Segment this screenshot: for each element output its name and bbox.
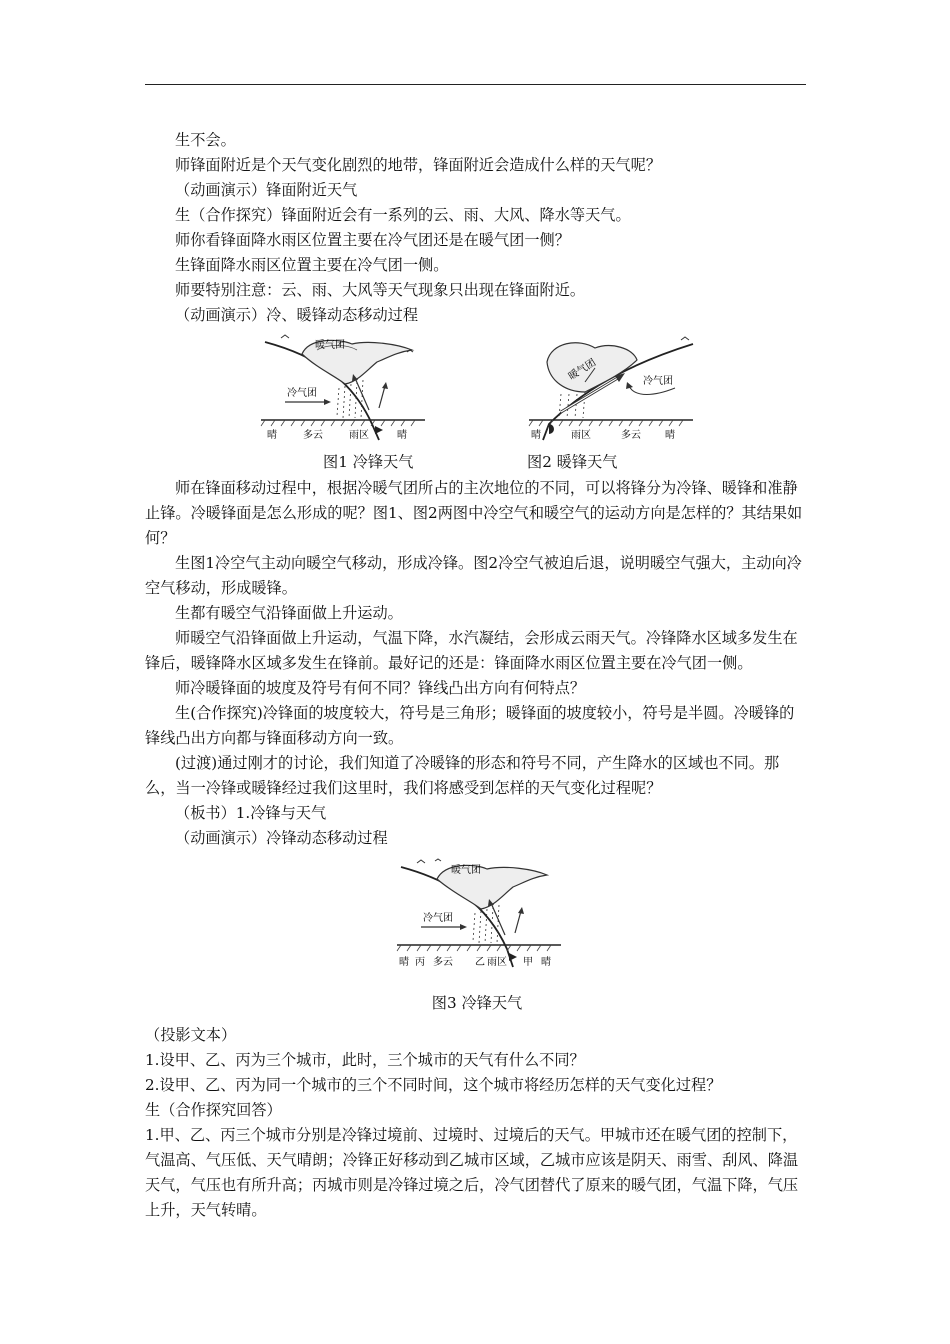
- ground-label: 多云: [303, 430, 323, 441]
- header-rule: [145, 84, 806, 85]
- ground-label: 多云: [621, 430, 641, 441]
- document-body: [145, 128, 809, 1223]
- paragraph: 师锋面附近是个天气变化剧烈的地带，锋面附近会造成什么样的天气呢？: [175, 156, 661, 174]
- ground-label: 雨区: [571, 430, 591, 441]
- ground-label: 晴: [397, 430, 407, 441]
- warm-front-diagram: [525, 332, 697, 444]
- paragraph: 1.甲、乙、丙三个城市分别是冷锋过境前、过境时、过境后的天气。甲城市还在暖气团的控制下，气温高、气压低、天气晴朗；冷锋正好移动到乙城市区域，乙城市应该是阴天、雨雪、刮风、降温天气，气压也有所升高；丙城市则是冷锋过境之后，冷气团替代了原来的暖气团，气温下降，气压上升，天气转晴。: [145, 1126, 799, 1219]
- figure-caption: 图1 冷锋天气: [323, 453, 414, 471]
- ground-label: 雨区: [349, 430, 369, 441]
- ground-label: 多云: [433, 957, 453, 968]
- paragraph: 生（合作探究回答）: [145, 1101, 282, 1119]
- figure-captions: [145, 450, 809, 476]
- paragraph: 师你看锋面降水雨区位置主要在冷气团还是在暖气团一侧？: [175, 231, 570, 249]
- cold-air-label: 冷气团: [423, 913, 453, 924]
- ground-label: 乙: [475, 957, 485, 968]
- warm-air-label: 暖气团: [451, 865, 481, 876]
- paragraph: 师冷暖锋面的坡度及符号有何不同？锋线凸出方向有何特点？: [175, 679, 586, 697]
- ground-label: 晴: [665, 430, 675, 441]
- ground-label: 晴: [399, 957, 409, 968]
- cold-air-label: 冷气团: [287, 388, 317, 399]
- figure-row: [145, 332, 809, 450]
- figure-caption: 图3 冷锋天气: [431, 994, 523, 1012]
- paragraph: （板书）1.冷锋与天气: [175, 804, 327, 822]
- cold-front-city-diagram: [395, 857, 565, 975]
- warm-air-label: 暖气团: [566, 357, 599, 383]
- ground-label: 雨区: [487, 957, 507, 968]
- paragraph: 生不会。: [175, 131, 236, 149]
- ground-label: 晴: [541, 957, 551, 968]
- paragraph: 师暖空气沿锋面做上升运动，气温下降，水汽凝结，会形成云雨天气。冷锋降水区域多发生在锋后，暖锋降水区域多发生在锋前。最好记的还是：锋面降水雨区位置主要在冷气团一侧。: [145, 629, 798, 672]
- paragraph: 生锋面降水雨区位置主要在冷气团一侧。: [175, 256, 449, 274]
- figure3-row: [145, 857, 809, 979]
- paragraph: （投影文本）: [145, 1026, 237, 1044]
- paragraph: 师要特别注意：云、雨、大风等天气现象只出现在锋面附近。: [175, 281, 586, 299]
- paragraph: 1.设甲、乙、丙为三个城市，此时，三个城市的天气有什么不同？: [145, 1051, 585, 1069]
- cold-air-label: 冷气团: [643, 376, 673, 387]
- paragraph: （动画演示）锋面附近天气: [175, 181, 358, 199]
- ground-label: 晴: [531, 430, 541, 441]
- warm-air-label: 暖气团: [315, 340, 345, 351]
- ground-label: 晴: [267, 430, 277, 441]
- paragraph: 生图1冷空气主动向暖空气移动，形成冷锋。图2冷空气被迫后退，说明暖空气强大，主动向冷空气移动，形成暖锋。: [145, 554, 802, 597]
- cold-front-diagram: [257, 332, 429, 444]
- paragraph: 师在锋面移动过程中，根据冷暖气团所占的主次地位的不同，可以将锋分为冷锋、暖锋和准静止锋。冷暖锋面是怎么形成的呢？图1、图2两图中冷空气和暖空气的运动方向是怎样的？其结果如何？: [145, 479, 803, 547]
- ground-label: 丙: [415, 957, 425, 968]
- paragraph: 生（合作探究）锋面附近会有一系列的云、雨、大风、降水等天气。: [175, 206, 631, 224]
- paragraph: 2.设甲、乙、丙为同一个城市的三个不同时间，这个城市将经历怎样的天气变化过程？: [145, 1076, 722, 1094]
- paragraph: 生(合作探究)冷锋面的坡度较大，符号是三角形；暖锋面的坡度较小，符号是半圆。冷暖锋的锋线凸出方向都与锋面移动方向一致。: [145, 704, 795, 747]
- ground-label: 甲: [523, 957, 533, 968]
- paragraph: 生都有暖空气沿锋面做上升运动。: [175, 604, 403, 622]
- paragraph: （动画演示）冷、暖锋动态移动过程: [175, 306, 418, 324]
- paragraph: (过渡)通过刚才的讨论，我们知道了冷暖锋的形态和符号不同，产生降水的区域也不同。那么，当一冷锋或暖锋经过我们这里时，我们将感受到怎样的天气变化过程呢？: [145, 754, 780, 797]
- paragraph: （动画演示）冷锋动态移动过程: [175, 829, 388, 847]
- figure-caption: 图2 暖锋天气: [527, 453, 618, 471]
